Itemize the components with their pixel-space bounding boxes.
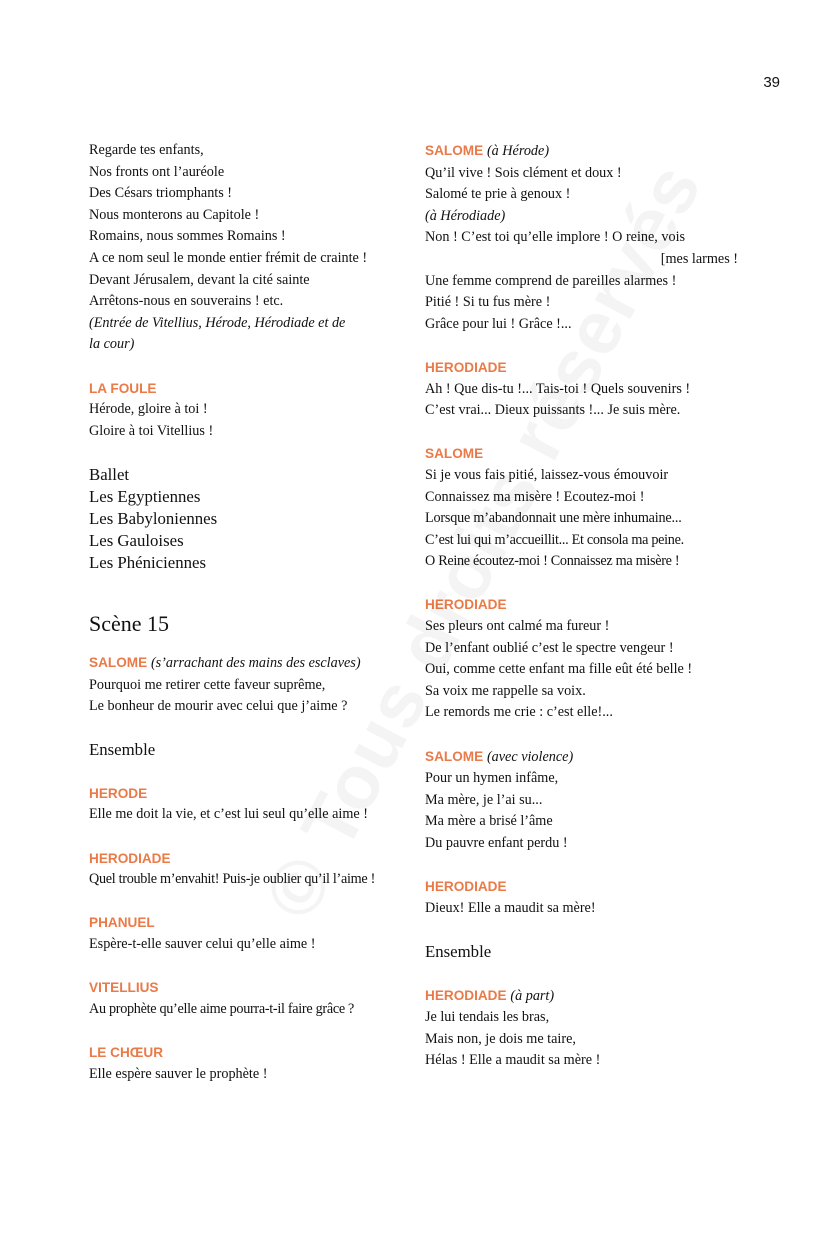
verse-line: Dieux! Elle a maudit sa mère! (425, 899, 596, 916)
speech-herodiade (425, 985, 745, 1072)
ballet-heading: Ballet (89, 464, 130, 484)
verse-line: Sa voix me rappelle sa voix. (425, 682, 586, 699)
verse-line: Mais non, je dois me taire, (425, 1030, 576, 1047)
speech-salome (425, 746, 745, 855)
verse-line: Romains, nous sommes Romains ! (89, 228, 286, 245)
verse-line: Non ! C’est toi qu’elle implore ! O reine, vois (425, 229, 686, 246)
speech-phanuel (89, 912, 409, 955)
stage-direction: (s’arrachant des mains des esclaves) (150, 654, 361, 671)
verse-line: A ce nom seul le monde entier frémit de crainte ! (89, 249, 368, 266)
verse-line: Du pauvre enfant perdu ! (425, 835, 568, 851)
ensemble-label: Ensemble (89, 740, 156, 760)
stage-direction: (à Hérodiade) (425, 207, 506, 224)
verse-line: Oui, comme cette enfant ma fille eût été belle ! (425, 661, 693, 678)
verse-line: Pitié ! Si tu fus mère ! (425, 294, 551, 311)
opening-verse (89, 140, 409, 356)
speech-herodiade (425, 357, 745, 422)
speech-herodiade (89, 848, 409, 891)
verse-line: Connaissez ma misère ! Ecoutez-moi ! (425, 488, 645, 505)
speaker-name: PHANUEL (89, 915, 155, 931)
verse-line: Arrêtons-nous en souverains ! etc. (89, 293, 284, 310)
speech-salome (425, 140, 745, 335)
stage-direction: (à Hérode) (486, 143, 550, 159)
stage-direction: (Entrée de Vitellius, Hérode, Hérodiade et de (89, 314, 346, 331)
verse-line: Hélas ! Elle a maudit sa mère ! (425, 1052, 601, 1069)
speaker-name: HERODIADE (à part) (425, 987, 555, 1004)
speech-herode (89, 783, 409, 826)
verse-line: Devant Jérusalem, devant la cité sainte (89, 271, 310, 288)
speaker-name: SALOME (s’arrachant des mains des esclaves) (89, 654, 361, 671)
speaker-name: HERODIADE (425, 879, 507, 895)
verse-line: Pour un hymen infâme, (425, 770, 559, 787)
speaker-name: HERODIADE (89, 850, 171, 866)
speech-le-choeur (89, 1042, 409, 1085)
scene-title: Scène 15 (89, 610, 170, 636)
speech-herodiade (425, 876, 745, 919)
speech-salome (425, 443, 745, 573)
speech-vitellius (89, 977, 409, 1020)
speaker-name: SALOME (avec violence) (425, 748, 574, 765)
verse-line: Salomé te prie à genoux ! (425, 186, 571, 203)
speaker-name: HERODIADE (425, 597, 507, 613)
verse-line: Quel trouble m’envahit! Puis-je oublier qu’il l’aime ! (89, 871, 375, 888)
speaker-name: SALOME (425, 446, 484, 462)
ballet-item: Les Phéniciennes (89, 552, 206, 572)
verse-line: C’est lui qui m’accueillit... Et consola ma peine. (425, 531, 684, 548)
stage-direction: (à part) (510, 987, 555, 1004)
verse-line: Gloire à toi Vitellius ! (89, 422, 214, 439)
verse-line: Des Césars triomphants ! (89, 185, 233, 202)
verse-line: O Reine écoutez-moi ! Connaissez ma misère ! (425, 553, 680, 570)
verse-line: Une femme comprend de pareilles alarmes ! (425, 272, 677, 289)
speech-salome (89, 652, 409, 718)
verse-line: Si je vous fais pitié, laissez-vous émouvoir (425, 466, 669, 483)
speech-herodiade (425, 594, 745, 724)
speaker-name: HERODIADE (425, 359, 507, 375)
speaker-name: SALOME (à Hérode) (425, 143, 550, 159)
verse-line: Je lui tendais les bras, (425, 1009, 550, 1026)
verse-line: Elle espère sauver le prophète ! (89, 1065, 268, 1082)
verse-line: Lorsque m’abandonnait une mère inhumaine... (425, 510, 682, 527)
verse-line: Le remords me crie : c’est elle!... (425, 704, 613, 721)
verse-line: Qu’il vive ! Sois clément et doux ! (425, 164, 622, 181)
speaker-name: LA FOULE (89, 380, 157, 396)
ballet-list (89, 464, 409, 574)
verse-line: Elle me doit la vie, et c’est lui seul qu’elle aime ! (89, 806, 368, 823)
stage-direction: la cour) (89, 336, 135, 353)
speech-la-foule (89, 378, 409, 443)
verse-line: Hérode, gloire à toi ! (89, 401, 208, 418)
verse-line: Espère-t-elle sauver celui qu’elle aime ! (89, 936, 316, 953)
stage-direction: (avec violence) (486, 748, 574, 765)
verse-line: Ma mère a brisé l’âme (425, 813, 553, 830)
speaker-name: LE CHŒUR (89, 1045, 164, 1060)
ballet-item: Les Gauloises (89, 530, 184, 550)
ballet-item: Les Egyptiennes (89, 486, 201, 506)
verse-line: Ah ! Que dis-tu !... Tais-toi ! Quels souvenirs ! (425, 380, 691, 397)
verse-line: De l’enfant oublié c’est le spectre vengeur ! (425, 639, 674, 656)
right-column (425, 140, 745, 1072)
verse-line: Grâce pour lui ! Grâce !... (425, 315, 572, 332)
page-number: 39 (763, 74, 780, 91)
verse-line: Nous monterons au Capitole ! (89, 206, 260, 223)
left-column (89, 140, 409, 1085)
verse-line: C’est vrai... Dieux puissants !... Je suis mère. (425, 402, 681, 419)
verse-line: Ses pleurs ont calmé ma fureur ! (425, 618, 610, 635)
verse-line: Le bonheur de mourir avec celui que j’aime ? (89, 698, 348, 715)
verse-line: Ma mère, je l’ai su... (425, 791, 543, 808)
verse-line: Pourquoi me retirer cette faveur suprême, (89, 676, 326, 693)
ballet-item: Les Babyloniennes (89, 508, 218, 528)
ensemble-label: Ensemble (425, 941, 492, 961)
speaker-name: VITELLIUS (89, 980, 159, 996)
verse-line: Regarde tes enfants, (89, 142, 204, 158)
verse-line: Nos fronts ont l’auréole (89, 163, 225, 180)
verse-line: Au prophète qu’elle aime pourra-t-il faire grâce ? (89, 1000, 355, 1017)
verse-continuation: [mes larmes ! (660, 250, 738, 267)
speaker-name: HERODE (89, 785, 148, 801)
